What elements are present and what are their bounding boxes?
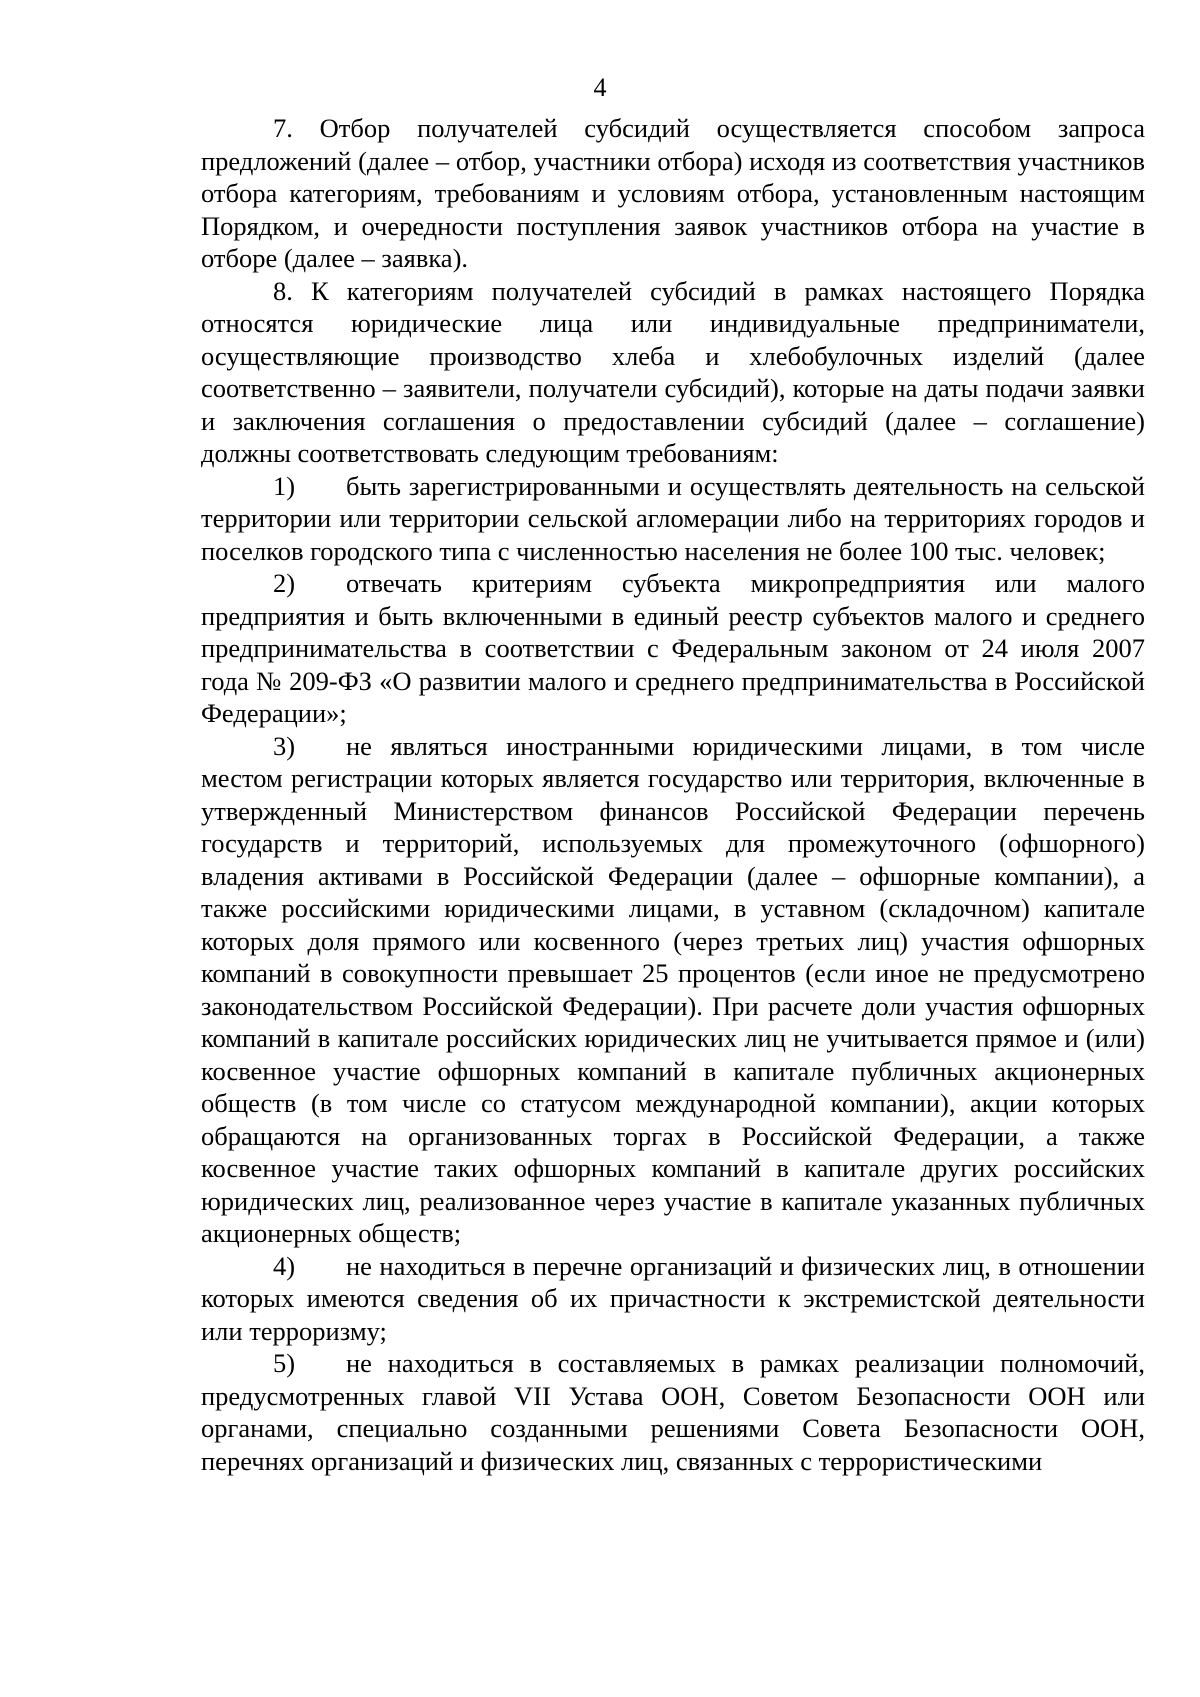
list-item-text: быть зарегистрированными и осуществлять деятельность на сельской территории или территории сельской агломерации либо на территориях городов и поселков городского типа с численностью населения не более 100 тыс. человек; [201,470,1145,566]
list-item-text: не находиться в составляемых в рамках реализации полномочий, предусмотренных главой VII Устава ООН, Советом Безопасности ООН или органами, специально созданными решениями Совета Безопасности ООН, перечнях организаций и физических лиц, связанных с террористическими [201,1348,1145,1476]
list-item-1 [201,470,1145,568]
list-item-3 [201,730,1145,1250]
list-item-text: не находиться в перечне организаций и физических лиц, в отношении которых имеются сведения об их причастности к экстремистской деятельности или терроризму; [201,1250,1145,1346]
list-item-number: 2) [273,568,296,598]
page-number: 4 [593,73,607,102]
list-item-number: 1) [273,470,296,501]
list-item-number: 5) [273,1348,296,1378]
list-item-text: не являться иностранными юридическими лицами, в том числе местом регистрации которых является государство или территория, включенные в утвержденный Министерством финансов Российской Федерации перечень государств и территорий, используемых для промежуточного (офшорного) владения активами в Российской Федерации (далее – офшорные компании), а также российскими юридическими лицами, в уставном (складочном) капитале которых доля прямого или косвенного (через третьих лиц) участия офшорных компаний в совокупности превышает 25 процентов (если иное не предусмотрено законодательством Российской Федерации). При расчете доли участия офшорных компаний в капитале российских юридических лиц не учитывается прямое и (или) косвенное участие офшорных компаний в капитале публичных акционерных обществ (в том числе со статусом международной компании), акции которых обращаются на организованных торгах в Российской Федерации, а также косвенное участие таких офшорных компаний в капитале других российских юридических лиц, реализованное через участие в капитале указанных публичных акционерных обществ; [201,730,1145,1248]
paragraph-7: 7. Отбор получателей субсидий осуществляется способом запроса предложений (далее – отбор, участники отбора) исходя из соответствия участников отбора категориям, требованиям и условиям отбора, установленным настоящим Порядком, и очередности поступления заявок участников отбора на участие в отборе (далее – заявка). [201,113,1145,273]
document-body [201,112,1145,1477]
list-item-2 [201,567,1145,730]
list-item-5 [201,1347,1145,1477]
list-item-4 [201,1250,1145,1348]
list-item-text: отвечать критериям субъекта микропредприятия или малого предприятия и быть включенными в единый реестр субъектов малого и среднего предпринимательства в соответствии с Федеральным законом от 24 июля 2007 года № 209-ФЗ «О развитии малого и среднего предпринимательства в Российской Федерации»; [201,568,1145,728]
list-item-number: 4) [273,1250,296,1281]
list-item-number: 3) [273,730,296,761]
paragraph-8: 8. К категориям получателей субсидий в рамках настоящего Порядка относятся юридические лица или индивидуальные предприниматели, осуществляющие производство хлеба и хлебобулочных изделий (далее соответственно – заявители, получатели субсидий), которые на даты подачи заявки и заключения соглашения о предоставлении субсидий (далее – соглашение) должны соответствовать следующим требованиям: [201,275,1145,468]
